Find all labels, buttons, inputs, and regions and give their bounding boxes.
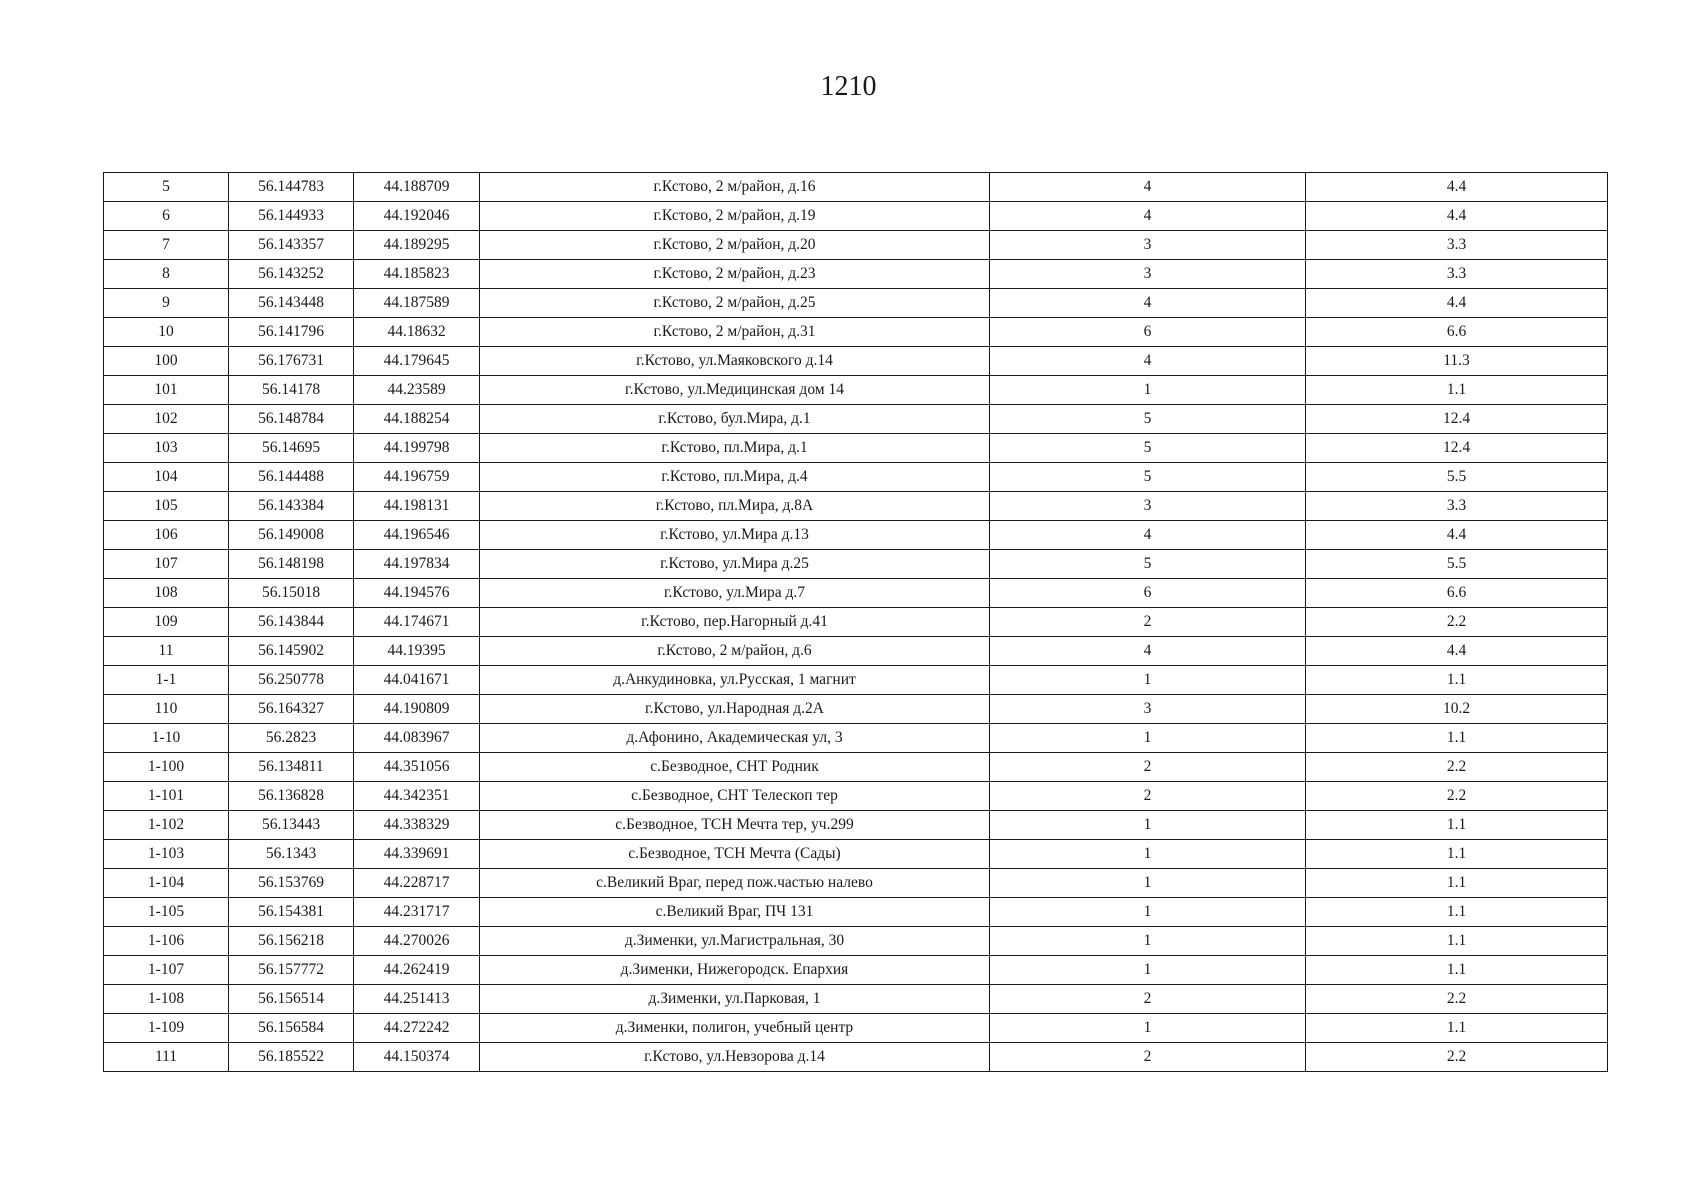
cell-latitude: 56.14695	[229, 434, 354, 463]
cell-id: 107	[104, 550, 229, 579]
table-row	[104, 608, 1608, 637]
cell-container-count: 2	[990, 1043, 1306, 1072]
table-row	[104, 463, 1608, 492]
table-row	[104, 521, 1608, 550]
cell-container-count: 2	[990, 608, 1306, 637]
cell-address: г.Кстово, пер.Нагорный д.41	[480, 608, 990, 637]
cell-volume: 4.4	[1306, 637, 1608, 666]
cell-address: г.Кстово, ул.Маяковского д.14	[480, 347, 990, 376]
cell-latitude: 56.156514	[229, 985, 354, 1014]
cell-volume: 6.6	[1306, 318, 1608, 347]
cell-volume: 3.3	[1306, 492, 1608, 521]
cell-address: д.Анкудиновка, ул.Русская, 1 магнит	[480, 666, 990, 695]
cell-address: г.Кстово, ул.Народная д.2А	[480, 695, 990, 724]
cell-container-count: 4	[990, 521, 1306, 550]
cell-latitude: 56.164327	[229, 695, 354, 724]
cell-container-count: 1	[990, 927, 1306, 956]
cell-latitude: 56.143384	[229, 492, 354, 521]
cell-address: г.Кстово, ул.Мира д.7	[480, 579, 990, 608]
cell-longitude: 44.174671	[354, 608, 480, 637]
table-row	[104, 840, 1608, 869]
cell-id: 1-109	[104, 1014, 229, 1043]
cell-address: д.Афонино, Академическая ул, 3	[480, 724, 990, 753]
cell-id: 105	[104, 492, 229, 521]
table-row	[104, 289, 1608, 318]
cell-longitude: 44.196546	[354, 521, 480, 550]
cell-latitude: 56.156584	[229, 1014, 354, 1043]
cell-container-count: 1	[990, 840, 1306, 869]
cell-address: г.Кстово, пл.Мира, д.1	[480, 434, 990, 463]
table-row	[104, 782, 1608, 811]
table-body	[104, 173, 1608, 1072]
cell-id: 1-100	[104, 753, 229, 782]
cell-latitude: 56.144488	[229, 463, 354, 492]
cell-container-count: 3	[990, 231, 1306, 260]
table-row	[104, 956, 1608, 985]
cell-longitude: 44.262419	[354, 956, 480, 985]
table-row	[104, 869, 1608, 898]
cell-address: г.Кстово, бул.Мира, д.1	[480, 405, 990, 434]
cell-longitude: 44.351056	[354, 753, 480, 782]
cell-address: г.Кстово, ул.Невзорова д.14	[480, 1043, 990, 1072]
cell-container-count: 1	[990, 1014, 1306, 1043]
table-row	[104, 1014, 1608, 1043]
cell-id: 1-101	[104, 782, 229, 811]
cell-id: 108	[104, 579, 229, 608]
cell-latitude: 56.144783	[229, 173, 354, 202]
table-row	[104, 695, 1608, 724]
cell-volume: 12.4	[1306, 405, 1608, 434]
cell-longitude: 44.083967	[354, 724, 480, 753]
table-row	[104, 724, 1608, 753]
cell-latitude: 56.157772	[229, 956, 354, 985]
cell-address: д.Зименки, Нижегородск. Епархия	[480, 956, 990, 985]
cell-id: 1-106	[104, 927, 229, 956]
cell-container-count: 1	[990, 811, 1306, 840]
cell-longitude: 44.199798	[354, 434, 480, 463]
cell-id: 8	[104, 260, 229, 289]
table-row	[104, 637, 1608, 666]
cell-id: 106	[104, 521, 229, 550]
cell-container-count: 2	[990, 985, 1306, 1014]
cell-container-count: 1	[990, 376, 1306, 405]
cell-address: с.Безводное, ТСН Мечта тер, уч.299	[480, 811, 990, 840]
cell-address: г.Кстово, 2 м/район, д.6	[480, 637, 990, 666]
page-number: 1210	[820, 71, 877, 102]
cell-latitude: 56.143357	[229, 231, 354, 260]
cell-volume: 1.1	[1306, 927, 1608, 956]
cell-volume: 1.1	[1306, 898, 1608, 927]
cell-latitude: 56.153769	[229, 869, 354, 898]
table-row	[104, 666, 1608, 695]
cell-id: 1-10	[104, 724, 229, 753]
cell-latitude: 56.250778	[229, 666, 354, 695]
cell-volume: 1.1	[1306, 376, 1608, 405]
cell-address: д.Зименки, полигон, учебный центр	[480, 1014, 990, 1043]
table-row	[104, 347, 1608, 376]
cell-address: с.Великий Враг, ПЧ 131	[480, 898, 990, 927]
cell-container-count: 1	[990, 666, 1306, 695]
cell-volume: 5.5	[1306, 550, 1608, 579]
cell-container-count: 5	[990, 463, 1306, 492]
cell-id: 103	[104, 434, 229, 463]
cell-longitude: 44.18632	[354, 318, 480, 347]
cell-id: 102	[104, 405, 229, 434]
cell-volume: 1.1	[1306, 1014, 1608, 1043]
cell-latitude: 56.13443	[229, 811, 354, 840]
cell-container-count: 1	[990, 724, 1306, 753]
cell-container-count: 4	[990, 289, 1306, 318]
cell-id: 110	[104, 695, 229, 724]
cell-container-count: 5	[990, 434, 1306, 463]
cell-latitude: 56.185522	[229, 1043, 354, 1072]
cell-longitude: 44.272242	[354, 1014, 480, 1043]
cell-id: 6	[104, 202, 229, 231]
cell-longitude: 44.198131	[354, 492, 480, 521]
cell-address: г.Кстово, 2 м/район, д.19	[480, 202, 990, 231]
cell-id: 5	[104, 173, 229, 202]
table-row	[104, 579, 1608, 608]
cell-address: г.Кстово, пл.Мира, д.8А	[480, 492, 990, 521]
cell-longitude: 44.339691	[354, 840, 480, 869]
cell-volume: 10.2	[1306, 695, 1608, 724]
cell-container-count: 5	[990, 405, 1306, 434]
cell-volume: 11.3	[1306, 347, 1608, 376]
cell-volume: 12.4	[1306, 434, 1608, 463]
cell-longitude: 44.192046	[354, 202, 480, 231]
cell-address: с.Безводное, СНТ Телескоп тер	[480, 782, 990, 811]
cell-latitude: 56.136828	[229, 782, 354, 811]
cell-container-count: 2	[990, 753, 1306, 782]
cell-volume: 1.1	[1306, 840, 1608, 869]
cell-longitude: 44.188254	[354, 405, 480, 434]
cell-id: 1-102	[104, 811, 229, 840]
cell-longitude: 44.185823	[354, 260, 480, 289]
cell-container-count: 3	[990, 695, 1306, 724]
cell-longitude: 44.231717	[354, 898, 480, 927]
cell-volume: 2.2	[1306, 782, 1608, 811]
cell-id: 1-108	[104, 985, 229, 1014]
cell-address: с.Великий Враг, перед пож.частью налево	[480, 869, 990, 898]
cell-container-count: 6	[990, 579, 1306, 608]
cell-latitude: 56.1343	[229, 840, 354, 869]
cell-longitude: 44.338329	[354, 811, 480, 840]
cell-id: 10	[104, 318, 229, 347]
cell-container-count: 4	[990, 202, 1306, 231]
cell-longitude: 44.190809	[354, 695, 480, 724]
cell-latitude: 56.2823	[229, 724, 354, 753]
cell-longitude: 44.189295	[354, 231, 480, 260]
table-row	[104, 376, 1608, 405]
table-row	[104, 434, 1608, 463]
cell-longitude: 44.188709	[354, 173, 480, 202]
table-row	[104, 927, 1608, 956]
cell-latitude: 56.143448	[229, 289, 354, 318]
cell-volume: 1.1	[1306, 869, 1608, 898]
cell-container-count: 3	[990, 260, 1306, 289]
cell-latitude: 56.143844	[229, 608, 354, 637]
cell-volume: 2.2	[1306, 1043, 1608, 1072]
table-row	[104, 753, 1608, 782]
cell-container-count: 4	[990, 637, 1306, 666]
cell-latitude: 56.144933	[229, 202, 354, 231]
cell-volume: 4.4	[1306, 289, 1608, 318]
cell-id: 1-104	[104, 869, 229, 898]
cell-address: г.Кстово, ул.Мира д.13	[480, 521, 990, 550]
cell-longitude: 44.197834	[354, 550, 480, 579]
cell-id: 1-1	[104, 666, 229, 695]
cell-id: 111	[104, 1043, 229, 1072]
table-row	[104, 550, 1608, 579]
cell-latitude: 56.14178	[229, 376, 354, 405]
cell-latitude: 56.143252	[229, 260, 354, 289]
table-row	[104, 260, 1608, 289]
table-row	[104, 173, 1608, 202]
cell-longitude: 44.194576	[354, 579, 480, 608]
cell-container-count: 1	[990, 956, 1306, 985]
cell-container-count: 1	[990, 898, 1306, 927]
cell-address: г.Кстово, ул.Медицинская дом 14	[480, 376, 990, 405]
cell-latitude: 56.176731	[229, 347, 354, 376]
cell-address: с.Безводное, ТСН Мечта (Сады)	[480, 840, 990, 869]
cell-address: г.Кстово, 2 м/район, д.16	[480, 173, 990, 202]
cell-longitude: 44.251413	[354, 985, 480, 1014]
cell-address: д.Зименки, ул.Магистральная, 30	[480, 927, 990, 956]
cell-container-count: 4	[990, 347, 1306, 376]
cell-container-count: 1	[990, 869, 1306, 898]
cell-address: д.Зименки, ул.Парковая, 1	[480, 985, 990, 1014]
cell-longitude: 44.23589	[354, 376, 480, 405]
cell-id: 11	[104, 637, 229, 666]
table-row	[104, 1043, 1608, 1072]
cell-volume: 1.1	[1306, 666, 1608, 695]
cell-volume: 3.3	[1306, 231, 1608, 260]
table-row	[104, 231, 1608, 260]
cell-volume: 4.4	[1306, 521, 1608, 550]
table-row	[104, 318, 1608, 347]
cell-latitude: 56.148784	[229, 405, 354, 434]
cell-latitude: 56.156218	[229, 927, 354, 956]
cell-longitude: 44.187589	[354, 289, 480, 318]
cell-volume: 4.4	[1306, 173, 1608, 202]
cell-longitude: 44.19395	[354, 637, 480, 666]
cell-container-count: 5	[990, 550, 1306, 579]
cell-latitude: 56.15018	[229, 579, 354, 608]
cell-longitude: 44.228717	[354, 869, 480, 898]
cell-volume: 2.2	[1306, 753, 1608, 782]
cell-address: г.Кстово, 2 м/район, д.25	[480, 289, 990, 318]
cell-address: г.Кстово, пл.Мира, д.4	[480, 463, 990, 492]
table-row	[104, 985, 1608, 1014]
cell-volume: 3.3	[1306, 260, 1608, 289]
cell-id: 100	[104, 347, 229, 376]
table-row	[104, 405, 1608, 434]
cell-id: 7	[104, 231, 229, 260]
table-row	[104, 898, 1608, 927]
cell-longitude: 44.150374	[354, 1043, 480, 1072]
cell-id: 1-105	[104, 898, 229, 927]
cell-latitude: 56.141796	[229, 318, 354, 347]
cell-longitude: 44.196759	[354, 463, 480, 492]
cell-latitude: 56.134811	[229, 753, 354, 782]
table-row	[104, 811, 1608, 840]
cell-container-count: 2	[990, 782, 1306, 811]
cell-latitude: 56.154381	[229, 898, 354, 927]
cell-address: с.Безводное, СНТ Родник	[480, 753, 990, 782]
cell-address: г.Кстово, 2 м/район, д.31	[480, 318, 990, 347]
cell-address: г.Кстово, 2 м/район, д.20	[480, 231, 990, 260]
cell-container-count: 6	[990, 318, 1306, 347]
cell-volume: 2.2	[1306, 985, 1608, 1014]
cell-id: 9	[104, 289, 229, 318]
cell-id: 101	[104, 376, 229, 405]
cell-id: 1-103	[104, 840, 229, 869]
cell-id: 109	[104, 608, 229, 637]
cell-address: г.Кстово, ул.Мира д.25	[480, 550, 990, 579]
table-row	[104, 202, 1608, 231]
cell-volume: 4.4	[1306, 202, 1608, 231]
cell-volume: 2.2	[1306, 608, 1608, 637]
table-row	[104, 492, 1608, 521]
cell-id: 1-107	[104, 956, 229, 985]
cell-volume: 1.1	[1306, 956, 1608, 985]
cell-latitude: 56.148198	[229, 550, 354, 579]
cell-latitude: 56.149008	[229, 521, 354, 550]
cell-latitude: 56.145902	[229, 637, 354, 666]
cell-id: 104	[104, 463, 229, 492]
data-table	[103, 172, 1608, 1072]
cell-longitude: 44.270026	[354, 927, 480, 956]
cell-address: г.Кстово, 2 м/район, д.23	[480, 260, 990, 289]
cell-longitude: 44.342351	[354, 782, 480, 811]
cell-volume: 6.6	[1306, 579, 1608, 608]
cell-longitude: 44.041671	[354, 666, 480, 695]
cell-volume: 1.1	[1306, 724, 1608, 753]
cell-container-count: 3	[990, 492, 1306, 521]
cell-volume: 5.5	[1306, 463, 1608, 492]
cell-container-count: 4	[990, 173, 1306, 202]
cell-longitude: 44.179645	[354, 347, 480, 376]
cell-volume: 1.1	[1306, 811, 1608, 840]
